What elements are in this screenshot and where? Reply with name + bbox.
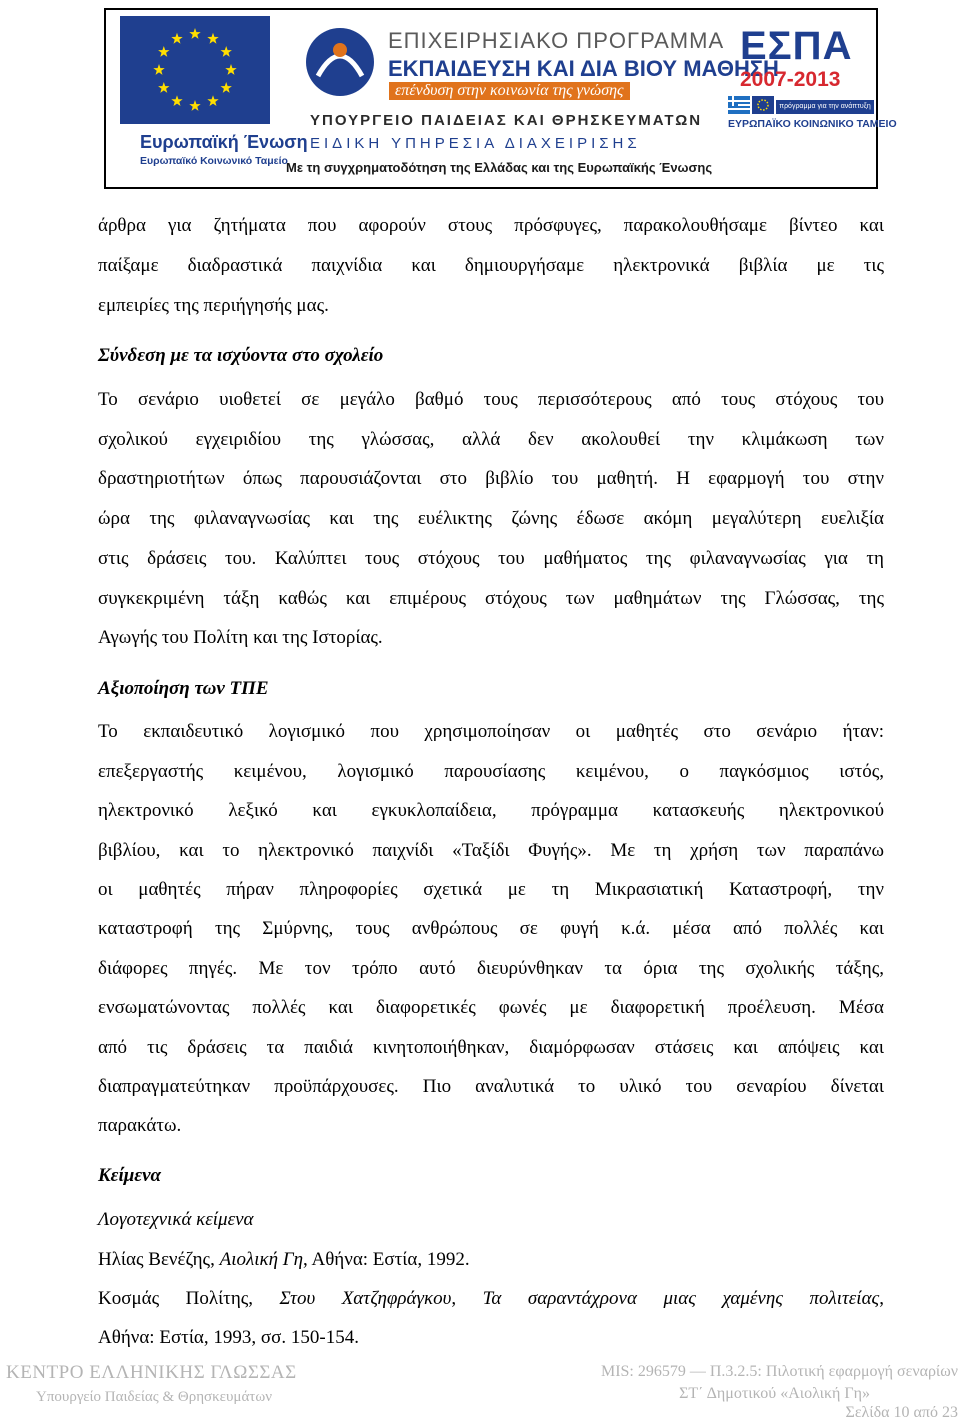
body-line: ώρα της φιλαναγνωσίας και της ευέλικτης ζώνης έδωσε ακόμη μεγαλύτερη ευελιξία — [98, 508, 884, 529]
body-line: επεξεργαστής κειμένου, λογισμικό παρουσίασης κειμένου, ο παγκόσμιος ιστός, — [98, 761, 884, 782]
body-line: δραστηριοτήτων όπως παρουσιάζονται στο βιβλίο του μαθητή. Η εφαρμογή του στην — [98, 468, 884, 489]
reference-subtitle: Τα σαραντάχρονα μιας χαμένης πολιτείας — [482, 1288, 880, 1309]
body-line: οι μαθητές πήραν πληροφορίες σχετικά με τη Μικρασιατική Καταστροφή, την — [98, 879, 884, 900]
footer-ministry: Υπουργείο Παιδείας & Θρησκευμάτων — [36, 1389, 272, 1405]
body-line: συγκεκριμένη τάξη καθώς και επιμέρους στόχους των μαθημάτων της Γλώσσας, της — [98, 588, 884, 609]
eu-name: Ευρωπαϊκή Ένωση — [140, 132, 308, 152]
espa-tagline: πρόγραμμα για την ανάπτυξη — [776, 100, 874, 114]
body-line: διαπραγματεύτηκαν προϋπάρχουσες. Πιο αναλυτικά το υλικό του σεναρίου δίνεται — [98, 1076, 884, 1097]
body-line: ενσωματώνοντας πολλές και διαφορετικές φωνές με διαφορετική προέλευση. Μέσα — [98, 997, 884, 1018]
eu-fund-name: Ευρωπαϊκό Κοινωνικό Ταμείο — [140, 155, 288, 167]
body-line: από τις δράσεις τα παιδιά κινητοποιήθηκαν, διαμόρφωσαν στάσεις και απόψεις και — [98, 1037, 884, 1058]
reference-details: Αθήνα: Εστία, 1993, σσ. 150-154. — [98, 1327, 359, 1348]
footer-page-number: Σελίδα 10 από 23 — [845, 1404, 958, 1421]
programme-title: ΕΠΙΧΕΙΡΗΣΙΑΚΟ ΠΡΟΓΡΑΜΜΑ — [388, 28, 725, 53]
eu-flag-icon — [120, 16, 270, 124]
greek-eu-flags-icon — [728, 96, 774, 114]
header-banner — [104, 8, 897, 189]
body-line: ηλεκτρονικό λεξικό και εγκυκλοπαίδεια, πρόγραμμα κατασκευής ηλεκτρονικού — [98, 800, 884, 821]
body-line: βιβλίου, και το ηλεκτρονικό παιχνίδι «Ταξίδι Φυγής». Με τη χρήση των παραπάνω — [98, 840, 884, 861]
body-line: άρθρα για ζητήματα που αφορούν στους πρόσφυγες, παρακολουθήσαμε βίντεο και — [98, 215, 884, 236]
programme-slogan: επένδυση στην κοινωνία της γνώσης — [389, 82, 630, 100]
special-service-name: ΕΙΔΙΚΗ ΥΠΗΡΕΣΙΑ ΔΙΑΧΕΙΡΙΣΗΣ — [310, 135, 641, 152]
eu-logo — [110, 14, 308, 186]
reference-separator: , — [879, 1288, 884, 1309]
section-heading: Σύνδεση με τα ισχύοντα στο σχολείο — [98, 345, 384, 366]
body-line: παρακάτω. — [98, 1115, 182, 1136]
cofunding-note: Με τη συγχρηματοδότηση της Ελλάδας και της Ευρωπαϊκής Ένωσης — [286, 160, 713, 175]
footer-organization: ΚΕΝΤΡΟ ΕΛΛΗΝΙΚΗΣ ΓΛΩΣΣΑΣ — [6, 1362, 297, 1383]
reference-item — [98, 1248, 884, 1272]
reference-separator: , — [451, 1288, 483, 1309]
body-line: παίξαμε διαδραστικά παιχνίδια και δημιουργήσαμε ηλεκτρονικά βιβλία με τις — [98, 255, 884, 276]
body-line: στις δράσεις του. Καλύπτει τους στόχους του μαθήματος της φιλαναγνωσίας για τη — [98, 548, 884, 569]
reference-item — [98, 1287, 884, 1311]
body-line: διάφορες πηγές. Με τον τρόπο αυτό διευρύνθηκαν τα όρια της σχολικής τάξης, — [98, 958, 884, 979]
body-line: Το εκπαιδευτικό λογισμικό που χρησιμοποίησαν οι μαθητές στο σενάριο ήταν: — [98, 721, 884, 742]
ministry-name: ΥΠΟΥΡΓΕΙΟ ΠΑΙΔΕΙΑΣ ΚΑΙ ΘΡΗΣΚΕΥΜΑΤΩΝ — [310, 112, 703, 129]
esf-name: ΕΥΡΩΠΑΪΚΟ ΚΟΙΝΩΝΙΚΟ ΤΑΜΕΙΟ — [728, 118, 897, 130]
reference-title: Στου Χατζηφράγκου — [279, 1288, 452, 1309]
footer-scenario-title: ΣΤ΄ Δημοτικού «Αιολική Γη» — [679, 1385, 870, 1402]
espa-years: 2007-2013 — [740, 68, 841, 91]
reference-author: Κοσμάς Πολίτης, — [98, 1288, 280, 1309]
body-line: εμπειρίες της περιήγησής μας. — [98, 295, 329, 316]
programme-subtitle: ΕΚΠΑΙΔΕΥΣΗ ΚΑΙ ΔΙΑ ΒΙΟΥ ΜΑΘΗΣΗ — [388, 56, 779, 81]
reference-author: Ηλίας Βενέζης, — [98, 1249, 220, 1270]
section-heading: Κείμενα — [98, 1165, 162, 1186]
body-line: καταστροφή της Σμύρνης, τους ανθρώπους σε φυγή κ.ά. μέσα από πολλές και — [98, 918, 884, 939]
programme-logo-icon — [304, 26, 376, 98]
body-line: Το σενάριο υιοθετεί σε μεγάλο βαθμό τους περισσότερους από τους στόχους του — [98, 389, 884, 410]
section-subheading: Λογοτεχνικά κείμενα — [98, 1209, 254, 1230]
footer-project-code: MIS: 296579 — Π.3.2.5: Πιλοτική εφαρμογή σεναρίων — [600, 1363, 958, 1380]
reference-title: Αιολική Γη — [219, 1249, 304, 1270]
body-line: Αγωγής του Πολίτη και της Ιστορίας. — [98, 627, 383, 648]
body-line: σχολικού εγχειριδίου της γλώσσας, αλλά δεν ακολουθεί την κλιμάκωση των — [98, 429, 884, 450]
espa-name: ΕΣΠΑ — [740, 24, 853, 68]
reference-details: , Αθήνα: Εστία, 1992. — [303, 1249, 470, 1270]
section-heading: Αξιοποίηση των ΤΠΕ — [98, 678, 269, 699]
